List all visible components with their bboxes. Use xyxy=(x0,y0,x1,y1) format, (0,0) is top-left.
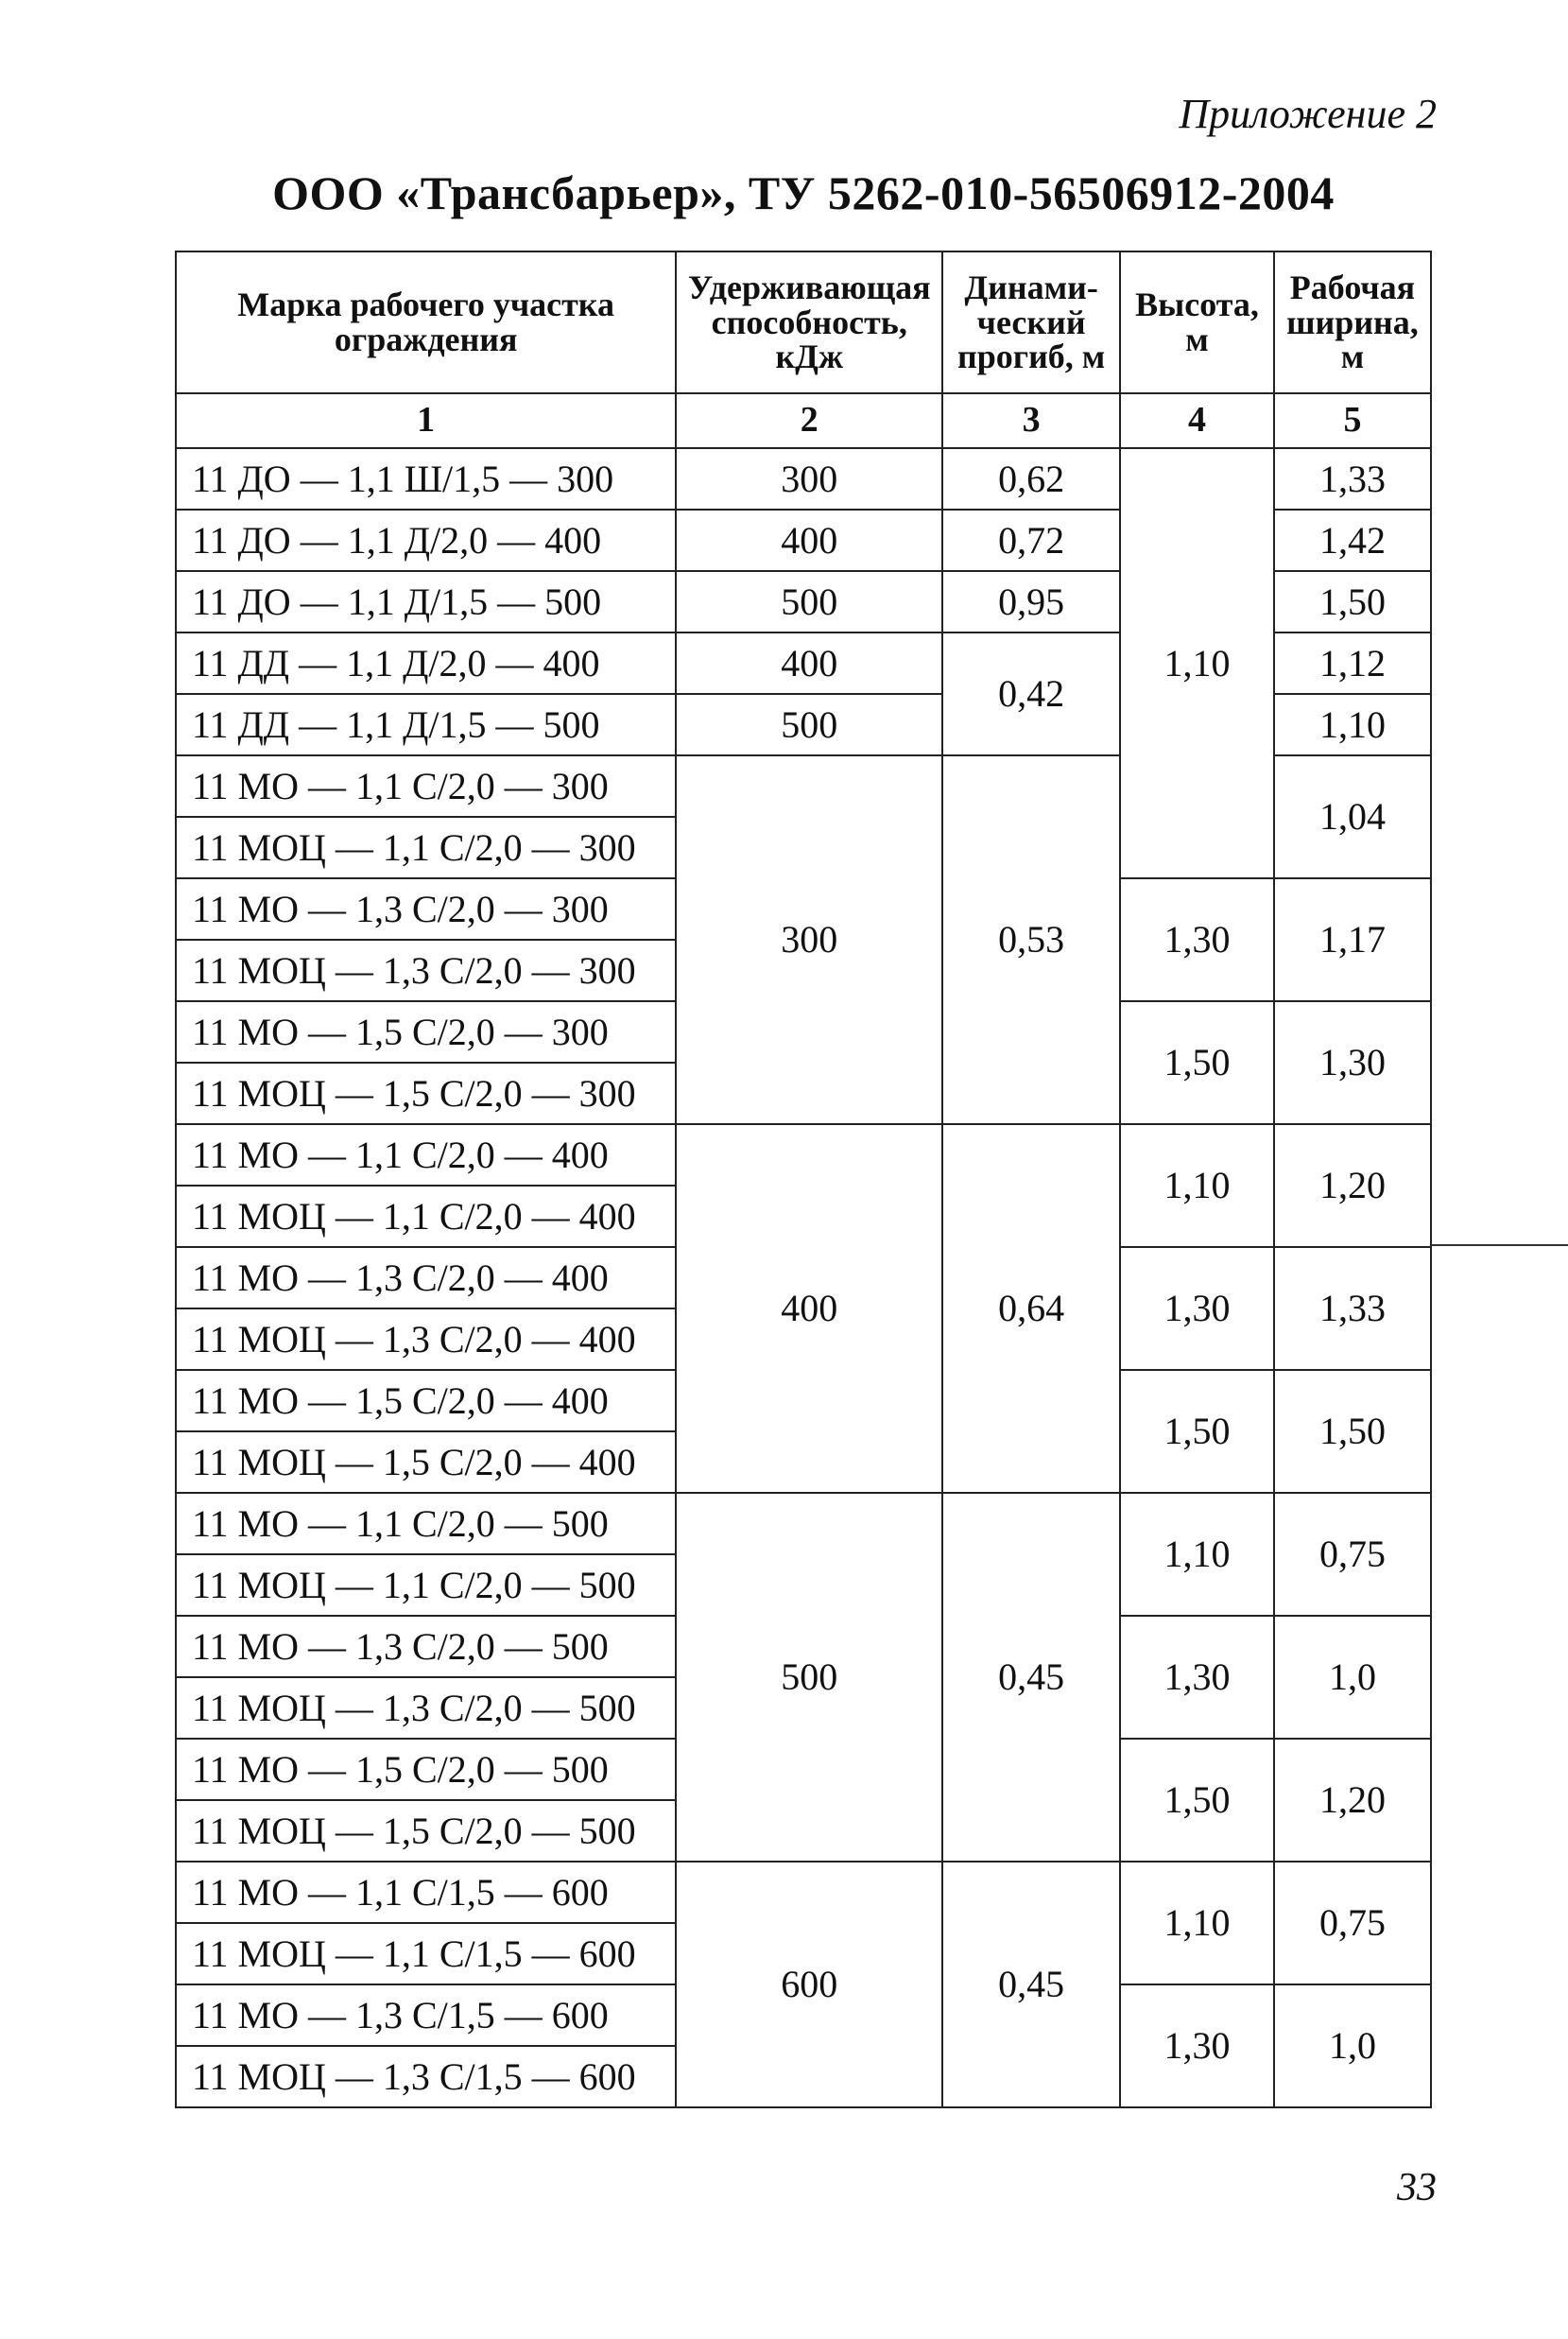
height-cell: 1,30 xyxy=(1120,1247,1274,1370)
mark-cell: 11 МО — 1,1 С/2,0 — 500 xyxy=(176,1493,676,1554)
mark-cell: 11 МО — 1,1 С/2,0 — 400 xyxy=(176,1124,676,1186)
height-cell: 1,30 xyxy=(1120,1984,1274,2107)
capacity-cell: 500 xyxy=(676,1493,942,1862)
width-cell: 1,20 xyxy=(1274,1124,1431,1247)
width-cell: 0,75 xyxy=(1274,1862,1431,1984)
deflection-cell: 0,72 xyxy=(942,510,1120,571)
width-cell: 1,33 xyxy=(1274,1247,1431,1370)
capacity-cell: 400 xyxy=(676,1124,942,1493)
width-cell: 1,20 xyxy=(1274,1739,1431,1862)
width-cell: 0,75 xyxy=(1274,1493,1431,1616)
header-row xyxy=(176,251,1431,393)
width-cell: 1,30 xyxy=(1274,1001,1431,1124)
mark-cell: 11 ДД — 1,1 Д/2,0 — 400 xyxy=(176,632,676,694)
height-cell: 1,50 xyxy=(1120,1739,1274,1862)
height-cell: 1,30 xyxy=(1120,1616,1274,1739)
column-number: 1 xyxy=(176,393,676,448)
margin-rule xyxy=(1432,1244,1568,1246)
column-number: 4 xyxy=(1120,393,1274,448)
header-height: Высота, м xyxy=(1120,251,1274,393)
mark-cell: 11 ДД — 1,1 Д/1,5 — 500 xyxy=(176,694,676,755)
deflection-cell: 0,42 xyxy=(942,632,1120,755)
height-cell: 1,10 xyxy=(1120,1862,1274,1984)
mark-cell: 11 МОЦ — 1,5 С/2,0 — 500 xyxy=(176,1800,676,1862)
header-capacity: Удерживающая способность, кДж xyxy=(676,251,942,393)
mark-cell: 11 МО — 1,5 С/2,0 — 300 xyxy=(176,1001,676,1063)
mark-cell: 11 МО — 1,5 С/2,0 — 400 xyxy=(176,1370,676,1431)
capacity-cell: 600 xyxy=(676,1862,942,2107)
barrier-spec-table xyxy=(175,251,1432,2108)
deflection-cell: 0,45 xyxy=(942,1493,1120,1862)
capacity-cell: 400 xyxy=(676,510,942,571)
mark-cell: 11 МОЦ — 1,3 С/2,0 — 500 xyxy=(176,1677,676,1739)
appendix-label: Приложение 2 xyxy=(1179,91,1437,137)
height-cell: 1,50 xyxy=(1120,1370,1274,1493)
mark-cell: 11 МО — 1,3 С/2,0 — 500 xyxy=(176,1616,676,1677)
mark-cell: 11 МОЦ — 1,3 С/1,5 — 600 xyxy=(176,2046,676,2107)
mark-cell: 11 МО — 1,1 С/2,0 — 300 xyxy=(176,755,676,817)
width-cell: 1,50 xyxy=(1274,1370,1431,1493)
width-cell: 1,0 xyxy=(1274,1616,1431,1739)
mark-cell: 11 МОЦ — 1,1 С/2,0 — 400 xyxy=(176,1186,676,1247)
column-number: 5 xyxy=(1274,393,1431,448)
deflection-cell: 0,45 xyxy=(942,1862,1120,2107)
capacity-cell: 300 xyxy=(676,755,942,1124)
width-cell: 1,10 xyxy=(1274,694,1431,755)
column-number: 3 xyxy=(942,393,1120,448)
table-row xyxy=(176,448,1431,510)
height-cell: 1,10 xyxy=(1120,1124,1274,1247)
header-mark: Марка рабочего участка ограждения xyxy=(176,251,676,393)
height-cell: 1,10 xyxy=(1120,1493,1274,1616)
width-cell: 1,33 xyxy=(1274,448,1431,510)
mark-cell: 11 МОЦ — 1,3 С/2,0 — 400 xyxy=(176,1308,676,1370)
document-title: ООО «Трансбарьер», ТУ 5262-010-56506912-2004 xyxy=(272,166,1335,219)
height-cell: 1,50 xyxy=(1120,1001,1274,1124)
mark-cell: 11 ДО — 1,1 Д/1,5 — 500 xyxy=(176,571,676,632)
mark-cell: 11 МО — 1,3 С/1,5 — 600 xyxy=(176,1984,676,2046)
mark-cell: 11 МО — 1,1 С/1,5 — 600 xyxy=(176,1862,676,1923)
width-cell: 1,12 xyxy=(1274,632,1431,694)
mark-cell: 11 ДО — 1,1 Д/2,0 — 400 xyxy=(176,510,676,571)
table-row xyxy=(176,1862,1431,1923)
capacity-cell: 400 xyxy=(676,632,942,694)
height-cell: 1,30 xyxy=(1120,878,1274,1001)
mark-cell: 11 МОЦ — 1,5 С/2,0 — 300 xyxy=(176,1063,676,1124)
table-row xyxy=(176,1493,1431,1554)
mark-cell: 11 МОЦ — 1,1 С/2,0 — 500 xyxy=(176,1554,676,1616)
width-cell: 1,04 xyxy=(1274,755,1431,878)
deflection-cell: 0,95 xyxy=(942,571,1120,632)
mark-cell: 11 МО — 1,5 С/2,0 — 500 xyxy=(176,1739,676,1800)
capacity-cell: 500 xyxy=(676,694,942,755)
column-number-row xyxy=(176,393,1431,448)
header-width: Рабочая ширина, м xyxy=(1274,251,1431,393)
height-cell: 1,10 xyxy=(1120,448,1274,878)
capacity-cell: 300 xyxy=(676,448,942,510)
width-cell: 1,42 xyxy=(1274,510,1431,571)
header-deflection: Динами- ческий прогиб, м xyxy=(942,251,1120,393)
capacity-cell: 500 xyxy=(676,571,942,632)
mark-cell: 11 МОЦ — 1,5 С/2,0 — 400 xyxy=(176,1431,676,1493)
deflection-cell: 0,62 xyxy=(942,448,1120,510)
mark-cell: 11 МОЦ — 1,1 С/2,0 — 300 xyxy=(176,817,676,878)
page-number: 33 xyxy=(1397,2166,1437,2209)
width-cell: 1,17 xyxy=(1274,878,1431,1001)
width-cell: 1,50 xyxy=(1274,571,1431,632)
deflection-cell: 0,53 xyxy=(942,755,1120,1124)
width-cell: 1,0 xyxy=(1274,1984,1431,2107)
mark-cell: 11 МОЦ — 1,3 С/2,0 — 300 xyxy=(176,940,676,1001)
table-row xyxy=(176,1124,1431,1186)
mark-cell: 11 ДО — 1,1 Ш/1,5 — 300 xyxy=(176,448,676,510)
deflection-cell: 0,64 xyxy=(942,1124,1120,1493)
mark-cell: 11 МО — 1,3 С/2,0 — 300 xyxy=(176,878,676,940)
mark-cell: 11 МОЦ — 1,1 С/1,5 — 600 xyxy=(176,1923,676,1984)
column-number: 2 xyxy=(676,393,942,448)
mark-cell: 11 МО — 1,3 С/2,0 — 400 xyxy=(176,1247,676,1308)
